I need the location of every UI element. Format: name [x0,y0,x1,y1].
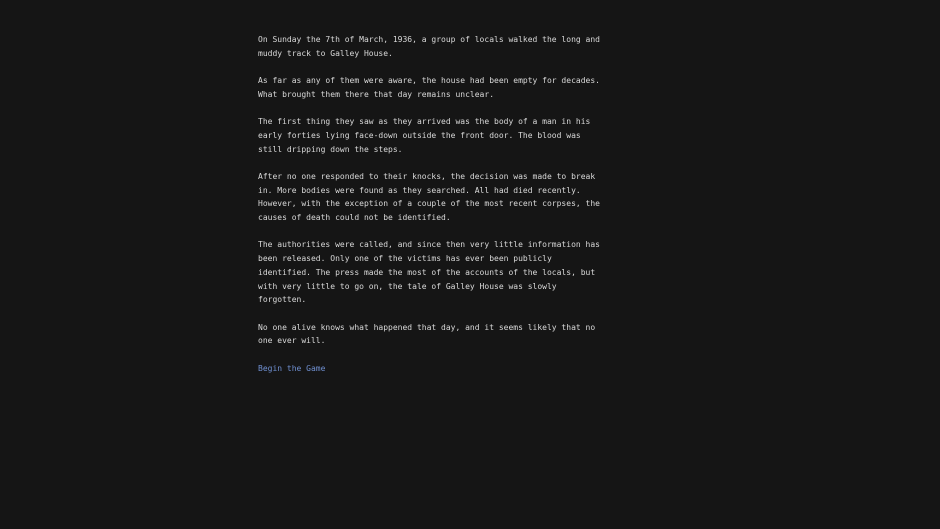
story-paragraph-3: The first thing they saw as they arrived was the body of a man in his early forties lying face-down outside the front door. The blood was still dripping down the steps. [258,117,591,154]
begin-game-link[interactable]: Begin the Game [258,363,326,373]
story-paragraph-1: On Sunday the 7th of March, 1936, a group of locals walked the long and muddy track to Galley House. [258,35,600,58]
story-paragraph-2: As far as any of them were aware, the house had been empty for decades. What brought them there that day remains unclear. [258,76,600,99]
story-paragraph-5: The authorities were called, and since then very little information has been released. Only one of the victims has ever been publicly identified. The press made the most of the accounts of the locals, but with very little to go on, the tale of Galley House was slowly forgotten. [258,240,600,305]
story-intro [258,33,606,375]
story-paragraph-4: After no one responded to their knocks, the decision was made to break in. More bodies were found as they searched. All had died recently. However, with the exception of a couple of the most recent corpses, the causes of death could not be identified. [258,171,600,223]
story-paragraph-6: No one alive knows what happened that day, and it seems likely that no one ever will. [258,322,596,346]
